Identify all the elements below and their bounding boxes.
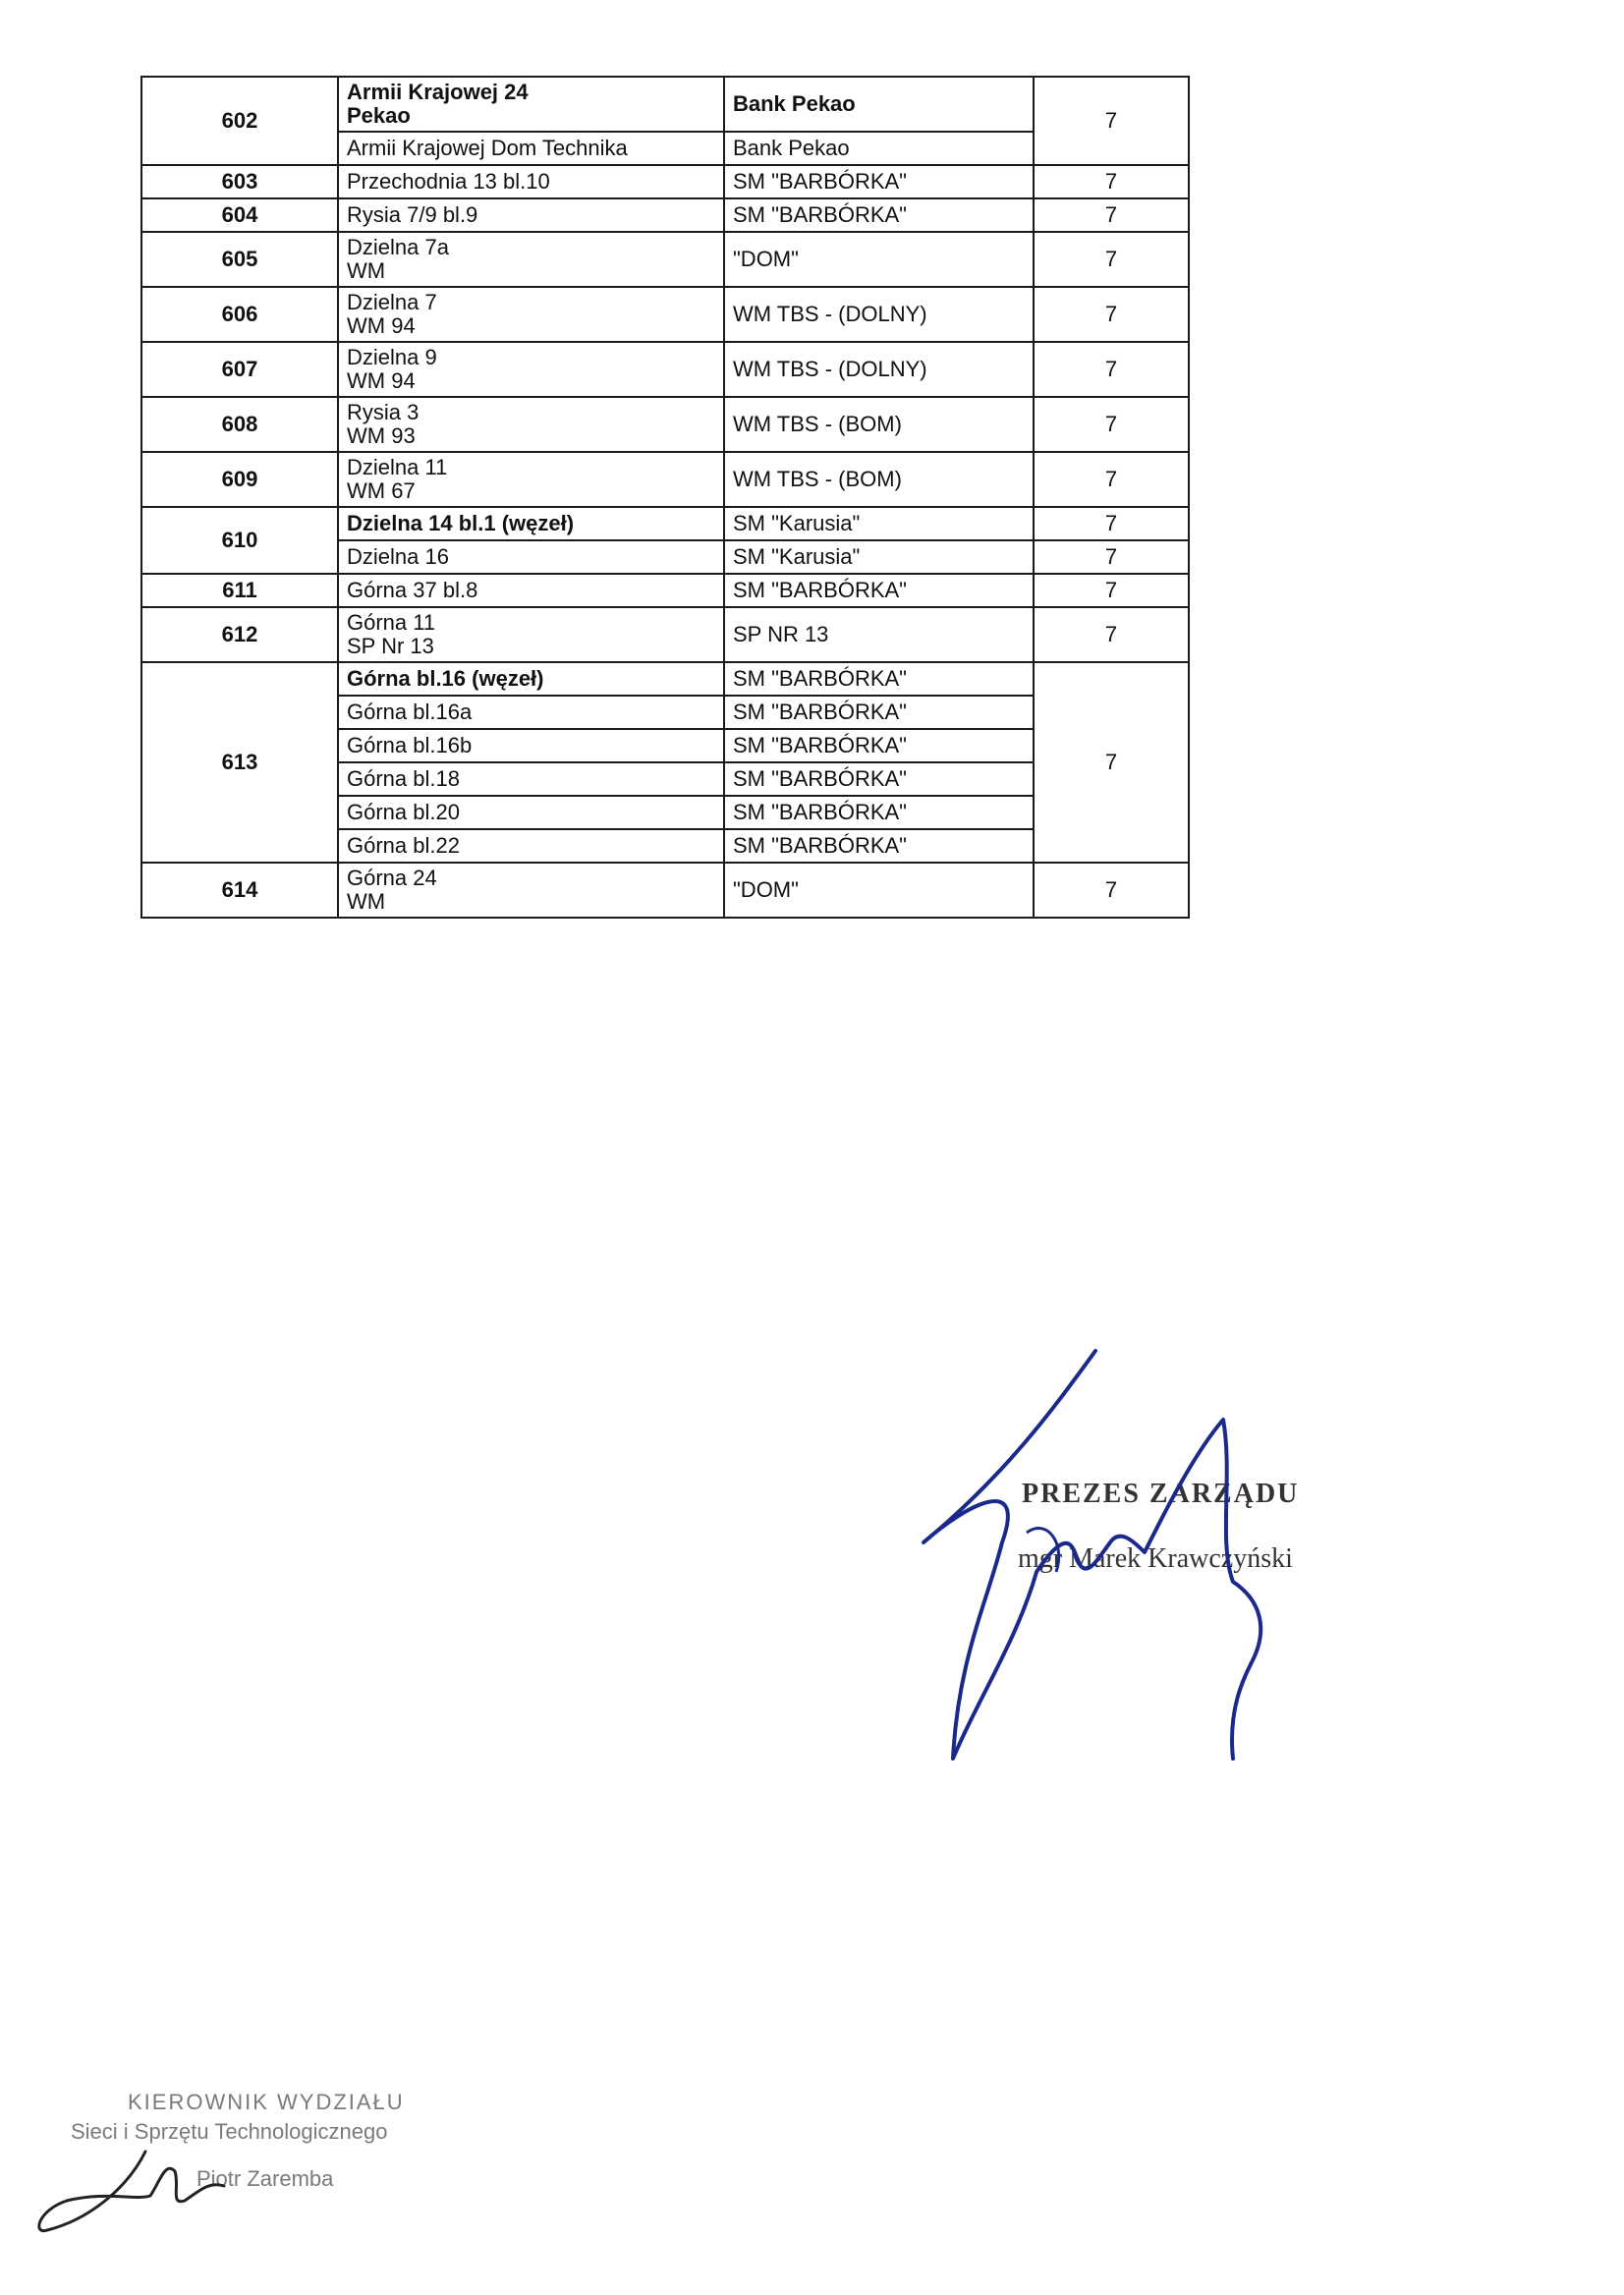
address-cell (338, 287, 724, 342)
organization-line: SM "Karusia" (733, 511, 861, 535)
organization-line: SP NR 13 (733, 622, 829, 646)
address-cell (338, 729, 724, 762)
table-row (141, 165, 1189, 198)
organization-line: SM "BARBÓRKA" (733, 833, 907, 858)
organization-cell (724, 342, 1034, 397)
value-cell: 7 (1034, 662, 1189, 863)
organization-cell (724, 77, 1034, 132)
row-number: 605 (141, 232, 338, 287)
row-number: 614 (141, 863, 338, 918)
organization-line: SM "BARBÓRKA" (733, 169, 907, 194)
address-line: WM 94 (347, 368, 416, 393)
value-cell: 7 (1034, 452, 1189, 507)
organization-cell (724, 287, 1034, 342)
value-cell: 7 (1034, 232, 1189, 287)
organization-line: Bank Pekao (733, 136, 850, 160)
value-cell: 7 (1034, 397, 1189, 452)
president-title: PREZES ZARZĄDU (1022, 1479, 1300, 1509)
heating-nodes-table (140, 76, 1190, 919)
organization-line: SM "BARBÓRKA" (733, 800, 907, 824)
row-number: 609 (141, 452, 338, 507)
address-cell (338, 342, 724, 397)
value-cell: 7 (1034, 574, 1189, 607)
organization-cell (724, 829, 1034, 863)
address-line: Rysia 3 (347, 400, 420, 424)
address-line: Górna 37 bl.8 (347, 578, 478, 602)
address-line: WM (347, 889, 386, 914)
address-line: Górna bl.16a (347, 700, 473, 724)
address-line: Górna 11 (347, 610, 436, 635)
address-cell (338, 397, 724, 452)
table-row (141, 507, 1189, 540)
organization-cell (724, 507, 1034, 540)
organization-cell (724, 796, 1034, 829)
address-line: Górna bl.20 (347, 800, 460, 824)
value-cell: 7 (1034, 507, 1189, 540)
address-cell (338, 77, 724, 132)
table-row (141, 287, 1189, 342)
address-cell (338, 452, 724, 507)
address-cell (338, 607, 724, 662)
table-row (141, 662, 1189, 696)
address-cell (338, 540, 724, 574)
table-row (141, 198, 1189, 232)
organization-cell (724, 165, 1034, 198)
address-cell (338, 863, 724, 918)
row-number: 602 (141, 77, 338, 165)
address-line: Przechodnia 13 bl.10 (347, 169, 550, 194)
organization-line: Bank Pekao (733, 91, 856, 116)
organization-line: WM TBS - (BOM) (733, 412, 902, 436)
address-line: Rysia 7/9 bl.9 (347, 202, 478, 227)
organization-line: SM "BARBÓRKA" (733, 666, 907, 691)
row-number: 610 (141, 507, 338, 574)
organization-cell (724, 762, 1034, 796)
value-cell: 7 (1034, 342, 1189, 397)
organization-cell (724, 863, 1034, 918)
table-row (141, 863, 1189, 918)
organization-line: SM "BARBÓRKA" (733, 733, 907, 757)
organization-line: "DOM" (733, 247, 799, 271)
address-cell (338, 132, 724, 165)
row-number: 612 (141, 607, 338, 662)
organization-cell (724, 452, 1034, 507)
address-line: WM 94 (347, 313, 416, 338)
organization-line: SM "BARBÓRKA" (733, 202, 907, 227)
table-row (141, 232, 1189, 287)
organization-line: SM "Karusia" (733, 544, 861, 569)
table-row (141, 77, 1189, 132)
address-line: SP Nr 13 (347, 634, 434, 658)
table-row (141, 342, 1189, 397)
organization-cell (724, 397, 1034, 452)
organization-cell (724, 696, 1034, 729)
organization-cell (724, 540, 1034, 574)
value-cell: 7 (1034, 287, 1189, 342)
value-cell: 7 (1034, 165, 1189, 198)
address-line: Armii Krajowej Dom Technika (347, 136, 628, 160)
organization-line: WM TBS - (BOM) (733, 467, 902, 491)
organization-line: WM TBS - (DOLNY) (733, 357, 927, 381)
address-cell (338, 796, 724, 829)
address-line: Górna bl.16b (347, 733, 473, 757)
address-cell (338, 829, 724, 863)
organization-cell (724, 729, 1034, 762)
organization-cell (724, 132, 1034, 165)
value-cell: 7 (1034, 607, 1189, 662)
address-line: Górna bl.18 (347, 766, 460, 791)
address-line: Dzielna 7 (347, 290, 437, 314)
value-cell: 7 (1034, 198, 1189, 232)
value-cell: 7 (1034, 863, 1189, 918)
address-line: Dzielna 7a (347, 235, 449, 259)
organization-cell (724, 574, 1034, 607)
organization-cell (724, 607, 1034, 662)
organization-cell (724, 232, 1034, 287)
row-number: 604 (141, 198, 338, 232)
address-cell (338, 574, 724, 607)
organization-cell (724, 198, 1034, 232)
address-line: Górna bl.22 (347, 833, 460, 858)
address-cell (338, 762, 724, 796)
organization-cell (724, 662, 1034, 696)
president-name: mgr Marek Krawczyński (1018, 1543, 1293, 1574)
table-row (141, 574, 1189, 607)
value-cell: 7 (1034, 77, 1189, 165)
address-cell (338, 696, 724, 729)
table-row (141, 452, 1189, 507)
address-line: Dzielna 14 bl.1 (węzeł) (347, 511, 575, 535)
address-cell (338, 507, 724, 540)
row-number: 603 (141, 165, 338, 198)
address-cell (338, 232, 724, 287)
table-row (141, 397, 1189, 452)
department-title: KIEROWNIK WYDZIAŁU (128, 2090, 405, 2114)
address-line: Pekao (347, 103, 411, 128)
value-cell: 7 (1034, 540, 1189, 574)
department-stamp (71, 2090, 405, 2192)
row-number: 611 (141, 574, 338, 607)
address-line: Dzielna 11 (347, 455, 448, 479)
address-line: Dzielna 16 (347, 544, 449, 569)
address-cell (338, 198, 724, 232)
organization-line: "DOM" (733, 877, 799, 902)
address-line: WM 67 (347, 478, 416, 503)
organization-line: SM "BARBÓRKA" (733, 578, 907, 602)
department-head-name: Piotr Zaremba (196, 2166, 334, 2191)
address-line: Górna 24 (347, 866, 437, 890)
address-line: WM (347, 258, 386, 283)
address-line: WM 93 (347, 423, 416, 448)
table-row (141, 607, 1189, 662)
row-number: 607 (141, 342, 338, 397)
department-name: Sieci i Sprzętu Technologicznego (71, 2119, 388, 2144)
organization-line: SM "BARBÓRKA" (733, 766, 907, 791)
organization-line: SM "BARBÓRKA" (733, 700, 907, 724)
president-stamp (1018, 1479, 1300, 1575)
row-number: 613 (141, 662, 338, 863)
address-line: Górna bl.16 (węzeł) (347, 666, 544, 691)
row-number: 608 (141, 397, 338, 452)
address-cell (338, 662, 724, 696)
address-cell (338, 165, 724, 198)
row-number: 606 (141, 287, 338, 342)
address-line: Dzielna 9 (347, 345, 437, 369)
address-line: Armii Krajowej 24 (347, 80, 529, 104)
organization-line: WM TBS - (DOLNY) (733, 302, 927, 326)
